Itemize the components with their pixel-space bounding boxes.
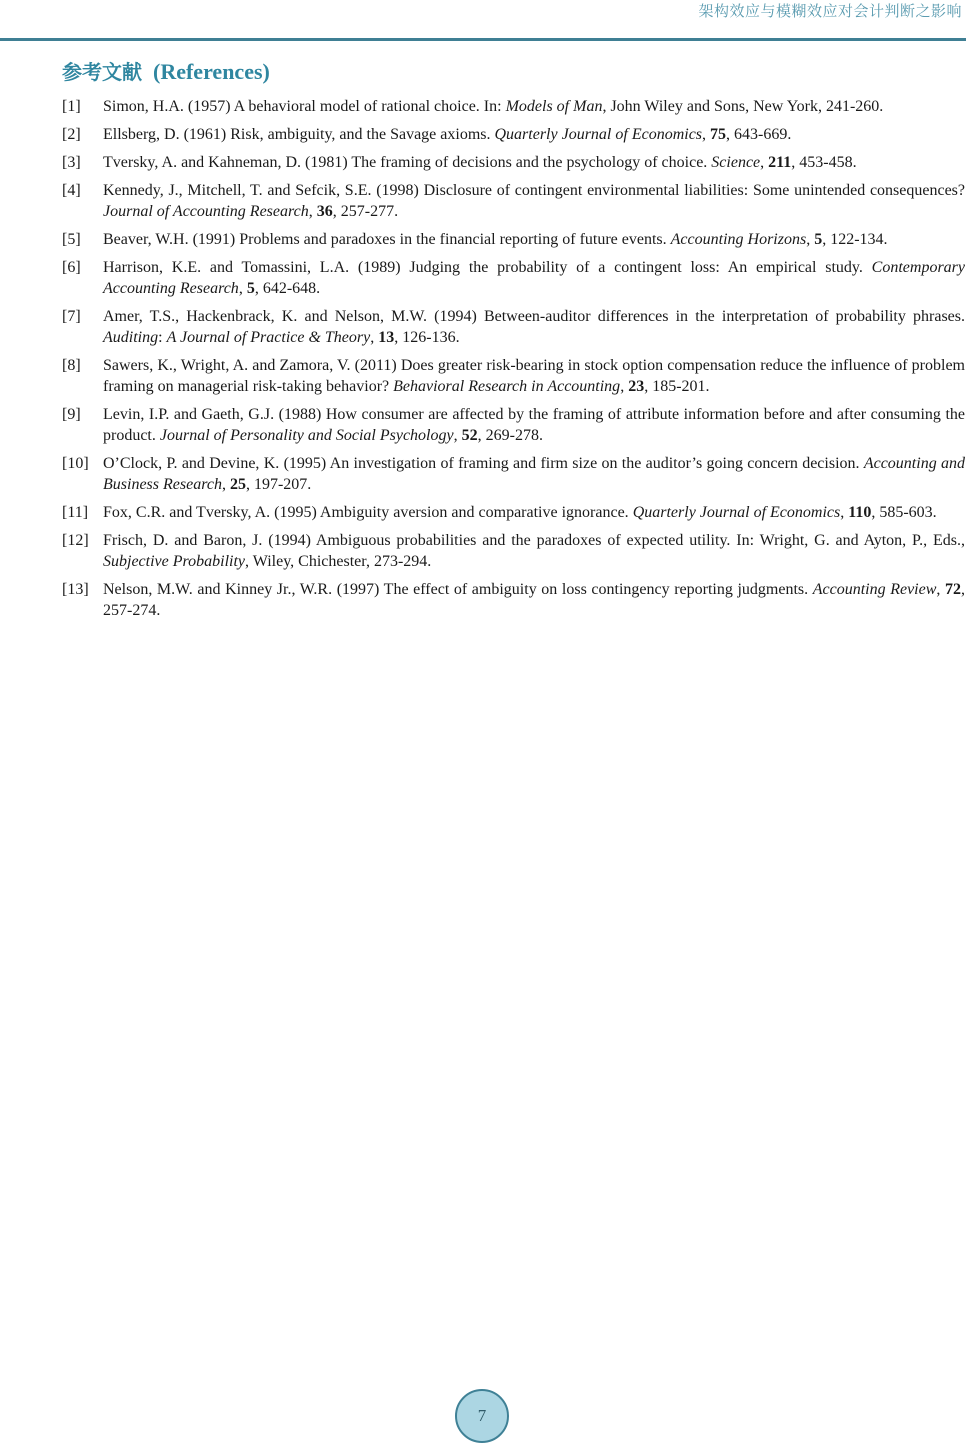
reference-segment: , (370, 329, 379, 346)
reference-segment: Beaver, W.H. (1991) Problems and paradoxes in the financial reporting of future events. (103, 231, 671, 248)
reference-title-italic: Models of Man (505, 98, 603, 115)
reference-number: [2] (62, 126, 81, 143)
reference-item (62, 124, 965, 145)
reference-segment: , 642-648. (254, 280, 321, 297)
reference-item (62, 530, 965, 572)
reference-volume: 52 (461, 427, 478, 444)
reference-segment: , (806, 231, 815, 248)
reference-segment: , Wiley, Chichester, 273-294. (245, 553, 432, 570)
reference-segment: , 269-278. (477, 427, 543, 444)
reference-volume: 5 (246, 280, 255, 297)
heading-chinese: 参考文献 (62, 60, 142, 84)
reference-segment: , (221, 476, 230, 493)
reference-item (62, 257, 965, 299)
reference-text (103, 152, 965, 173)
reference-list (62, 96, 965, 628)
reference-volume: 5 (814, 231, 823, 248)
reference-number: [12] (62, 532, 89, 549)
reference-number: [6] (62, 259, 81, 276)
reference-title-italic: Quarterly Journal of Economics (494, 126, 703, 143)
heading-english: (References) (153, 59, 270, 84)
header-rule (0, 38, 966, 41)
reference-number: [11] (62, 504, 89, 521)
reference-volume: 36 (316, 203, 333, 220)
reference-segment: , 126-136. (394, 329, 460, 346)
reference-title-italic: Auditing (103, 329, 159, 346)
reference-segment: Frisch, D. and Baron, J. (1994) Ambiguous probabilities and the paradoxes of expected utility. In: Wright, G. and Ayton, P., Eds., (103, 532, 965, 549)
reference-item (62, 355, 965, 397)
reference-title-italic: Journal of Personality and Social Psychology (159, 427, 454, 444)
reference-item (62, 453, 965, 495)
reference-segment: , 197-207. (245, 476, 312, 493)
reference-text (103, 306, 965, 348)
reference-segment: , 122-134. (822, 231, 888, 248)
reference-segment: Fox, C.R. and Tversky, A. (1995) Ambiguity aversion and comparative ignorance. (103, 504, 633, 521)
reference-segment: , (936, 581, 946, 598)
reference-item (62, 404, 965, 446)
reference-title-italic: Behavioral Research in Accounting (393, 378, 621, 395)
reference-segment: : (158, 329, 167, 346)
reference-segment: Harrison, K.E. and Tomassini, L.A. (1989) Judging the probability of a contingent loss: An empirical study. (103, 259, 872, 276)
reference-segment: , (308, 203, 317, 220)
reference-text (103, 355, 965, 397)
reference-segment: , (453, 427, 462, 444)
reference-segment: Sawers, K., Wright, A. and Zamora, V. (2011) Does greater risk-bearing in stock option compensation reduce the influence of problem framing on managerial risk-taking behavior? (103, 357, 965, 395)
reference-item (62, 229, 965, 250)
reference-text (103, 180, 965, 222)
reference-number: [1] (62, 98, 81, 115)
reference-text (103, 124, 965, 145)
reference-title-italic: Subjective Probability (103, 553, 246, 570)
reference-number: [13] (62, 581, 89, 598)
reference-volume: 72 (945, 581, 962, 598)
reference-item (62, 96, 965, 117)
reference-segment: , 453-458. (791, 154, 857, 171)
reference-volume: 110 (848, 504, 872, 521)
reference-segment: , (840, 504, 849, 521)
reference-segment: Levin, I.P. and Gaeth, G.J. (1988) How consumer are affected by the framing of attribute information before and after consuming the product. (103, 406, 965, 444)
reference-title-italic: Accounting Review (812, 581, 937, 598)
reference-number: [3] (62, 154, 81, 171)
page-number: 7 (455, 1389, 509, 1443)
reference-segment: Amer, T.S., Hackenbrack, K. and Nelson, M.W. (1994) Between-auditor differences in the interpretation of probability phrases. (103, 308, 965, 325)
reference-segment: Simon, H.A. (1957) A behavioral model of rational choice. In: (103, 98, 506, 115)
reference-volume: 75 (710, 126, 727, 143)
reference-text (103, 579, 965, 621)
reference-segment: , 643-669. (726, 126, 792, 143)
reference-segment: Ellsberg, D. (1961) Risk, ambiguity, and the Savage axioms. (103, 126, 495, 143)
reference-title-italic: Journal of Accounting Research (103, 203, 309, 220)
reference-segment: , (238, 280, 247, 297)
reference-text (103, 96, 965, 117)
reference-number: [4] (62, 182, 81, 199)
running-title: 架构效应与模糊效应对会计判断之影响 (698, 2, 962, 20)
section-heading (62, 56, 270, 85)
reference-text (103, 257, 965, 299)
reference-item (62, 579, 965, 621)
reference-segment: , 257-274. (103, 581, 966, 619)
reference-item (62, 180, 965, 222)
reference-segment: , (702, 126, 711, 143)
reference-title-italic: A Journal of Practice & Theory (166, 329, 371, 346)
reference-title-italic: Accounting Horizons (670, 231, 807, 248)
reference-title-italic: Contemporary Accounting Research (103, 259, 965, 297)
reference-number: [9] (62, 406, 81, 423)
reference-text (103, 502, 965, 523)
reference-number: [5] (62, 231, 81, 248)
reference-text (103, 530, 965, 572)
reference-segment: , 185-201. (644, 378, 710, 395)
reference-volume: 23 (628, 378, 645, 395)
reference-title-italic: Quarterly Journal of Economics (632, 504, 841, 521)
reference-item (62, 502, 965, 523)
reference-segment: , John Wiley and Sons, New York, 241-260. (602, 98, 884, 115)
reference-segment: , (760, 154, 769, 171)
reference-segment: O’Clock, P. and Devine, K. (1995) An investigation of framing and firm size on the auditor’s going concern decision. (103, 455, 864, 472)
reference-number: [8] (62, 357, 81, 374)
reference-segment: , (620, 378, 629, 395)
reference-number: [10] (62, 455, 89, 472)
reference-segment: , 585-603. (871, 504, 937, 521)
reference-text (103, 404, 965, 446)
reference-item (62, 152, 965, 173)
reference-volume: 13 (378, 329, 395, 346)
reference-volume: 25 (229, 476, 246, 493)
reference-segment: Tversky, A. and Kahneman, D. (1981) The framing of decisions and the psychology of choice. (103, 154, 712, 171)
reference-text (103, 229, 965, 250)
reference-number: [7] (62, 308, 81, 325)
reference-title-italic: Science (711, 154, 761, 171)
reference-item (62, 306, 965, 348)
reference-text (103, 453, 965, 495)
reference-segment: , 257-277. (332, 203, 399, 220)
reference-title-italic: Accounting and Business Research (103, 455, 965, 493)
reference-volume: 211 (768, 154, 792, 171)
reference-segment: Kennedy, J., Mitchell, T. and Sefcik, S.E. (1998) Disclosure of contingent environmental liabilities: Some unintended consequences? (103, 182, 965, 199)
reference-segment: Nelson, M.W. and Kinney Jr., W.R. (1997) The effect of ambiguity on loss contingency reporting judgments. (103, 581, 813, 598)
